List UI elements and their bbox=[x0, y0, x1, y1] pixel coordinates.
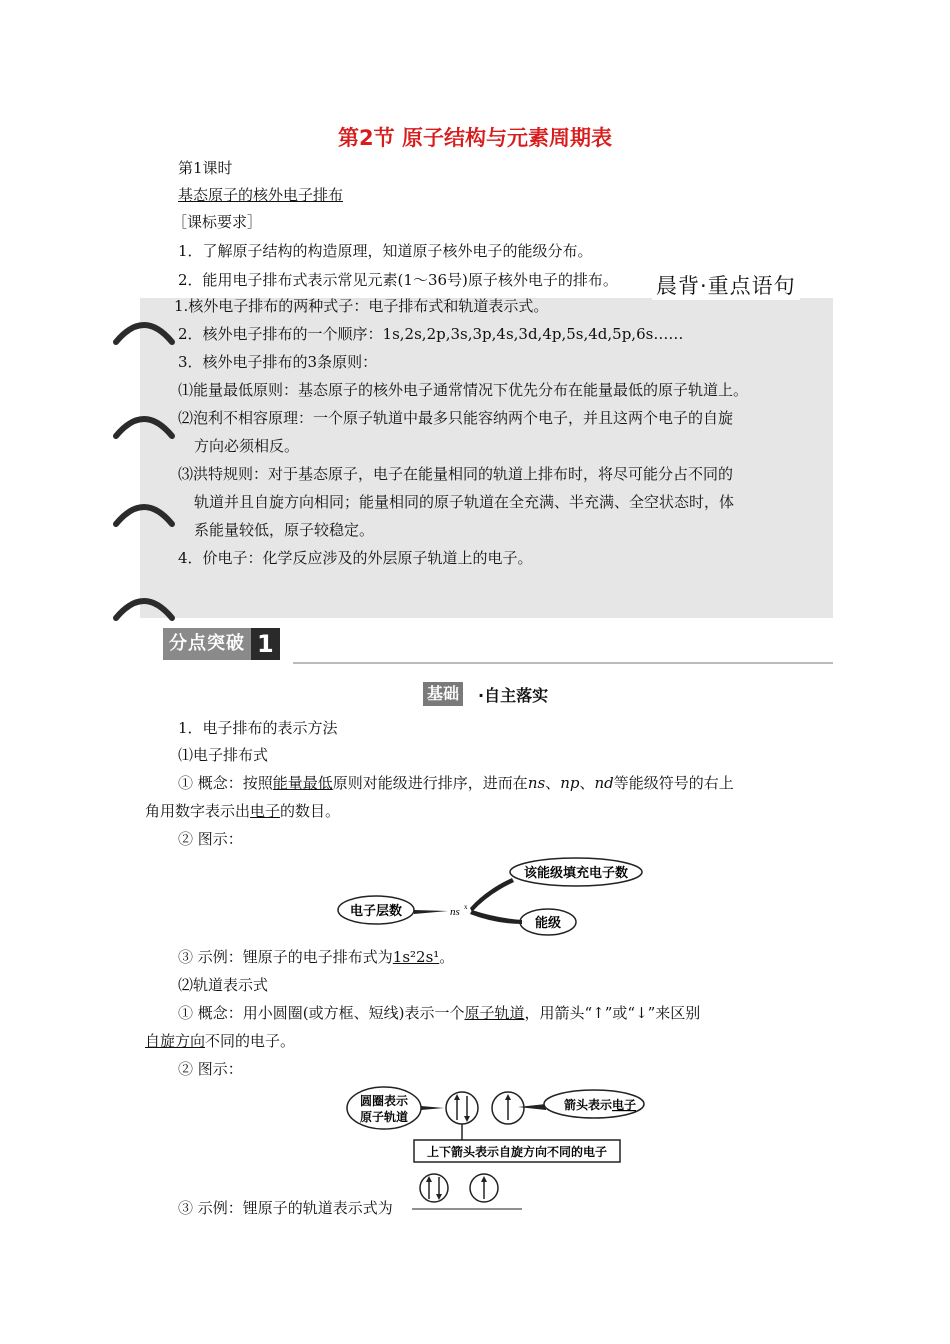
binder-ring-icon bbox=[108, 312, 180, 348]
jichu-subtitle: ·自主落实 bbox=[478, 686, 549, 705]
orbital-circle-icon bbox=[446, 1092, 478, 1124]
requirement-2: 2．能用电子排布式表示常见元素(1～36号)原子核外电子的排布。 bbox=[178, 271, 618, 289]
section-badge bbox=[163, 628, 280, 660]
summary-line: ⑵泡利不相容原理：一个原子轨道中最多只能容纳两个电子，并且这两个电子的自旋 bbox=[178, 409, 734, 427]
section-divider bbox=[293, 662, 833, 664]
page-title: 第2节 原子结构与元素周期表 bbox=[338, 126, 612, 150]
diagram1-superscript: x bbox=[464, 903, 468, 911]
binder-ring-icon bbox=[108, 406, 180, 442]
body-line: ③ 示例：锂原子的轨道表示式为 bbox=[178, 1199, 393, 1217]
body-line: 角用数字表示出电子的数目。 bbox=[145, 802, 341, 820]
body-line: 自旋方向不同的电子。 bbox=[145, 1032, 296, 1050]
body-line: ① 概念：按照能量最低原则对能级进行排序，进而在ns、np、nd等能级符号的右上 bbox=[178, 774, 734, 792]
body-line: ⑵轨道表示式 bbox=[178, 976, 269, 994]
diagram2-left-line1: 圆圈表示 bbox=[359, 1094, 409, 1108]
requirement-1: 1．了解原子结构的构造原理，知道原子核外电子的能级分布。 bbox=[178, 242, 593, 260]
electron-config-diagram bbox=[336, 854, 648, 940]
summary-line: ⑶洪特规则：对于基态原子，电子在能量相同的轨道上排布时，将尽可能分占不同的 bbox=[178, 465, 734, 483]
section-badge-number: 1 bbox=[251, 628, 280, 660]
requirements-heading: ［课标要求］ bbox=[172, 213, 263, 231]
motto-heading: 晨背·重点语句 bbox=[652, 270, 800, 300]
lithium-orbital-answer bbox=[410, 1172, 524, 1212]
body-line: 1．电子排布的表示方法 bbox=[178, 719, 338, 737]
jichu-label: 基础 bbox=[423, 682, 463, 706]
body-line: ⑴电子排布式 bbox=[178, 746, 269, 764]
orbital-circle-icon bbox=[420, 1174, 448, 1202]
diagram1-bottom-label: 能级 bbox=[534, 916, 562, 931]
summary-panel bbox=[140, 298, 833, 618]
body-line: ① 概念：用小圆圈(或方框、短线)表示一个原子轨道，用箭头“↑”或“↓”来区别 bbox=[178, 1004, 701, 1022]
summary-line: 方向必须相反。 bbox=[194, 437, 300, 455]
binder-ring-icon bbox=[108, 494, 180, 530]
orbital-diagram bbox=[346, 1086, 652, 1168]
diagram1-left-label: 电子层数 bbox=[349, 904, 403, 919]
diagram2-bottom-label: 上下箭头表示自旋方向不同的电子 bbox=[426, 1145, 608, 1159]
summary-line: ⑴能量最低原则：基态原子的核外电子通常情况下优先分布在能量最低的原子轨道上。 bbox=[178, 381, 749, 399]
topic-title: 基态原子的核外电子排布 bbox=[178, 186, 344, 204]
diagram1-center-symbol: ns bbox=[450, 906, 460, 918]
body-line: ③ 示例：锂原子的电子排布式为1s²2s¹。 bbox=[178, 948, 455, 966]
lesson-label: 第1课时 bbox=[178, 159, 233, 177]
summary-line: 系能量较低，原子较稳定。 bbox=[194, 521, 375, 539]
diagram1-top-label: 该能级填充电子数 bbox=[523, 866, 629, 881]
section-badge-label: 分点突破 bbox=[163, 628, 251, 660]
summary-line: 2．核外电子排布的一个顺序：1s,2s,2p,3s,3p,4s,3d,4p,5s,4d,5p,6s…… bbox=[178, 325, 684, 343]
diagram2-right-label: 箭头表示电子 bbox=[564, 1098, 637, 1112]
binder-ring-icon bbox=[108, 588, 180, 624]
summary-line: 4．价电子：化学反应涉及的外层原子轨道上的电子。 bbox=[178, 549, 533, 567]
body-line: ② 图示： bbox=[178, 830, 243, 848]
summary-line: 轨道并且自旋方向相同；能量相同的原子轨道在全充满、半充满、全空状态时，体 bbox=[194, 493, 735, 511]
body-line: ② 图示： bbox=[178, 1060, 243, 1078]
summary-line: 1.核外电子排布的两种式子：电子排布式和轨道表示式。 bbox=[174, 297, 549, 315]
diagram2-left-line2: 原子轨道 bbox=[359, 1110, 409, 1124]
summary-line: 3．核外电子排布的3条原则： bbox=[178, 353, 378, 371]
